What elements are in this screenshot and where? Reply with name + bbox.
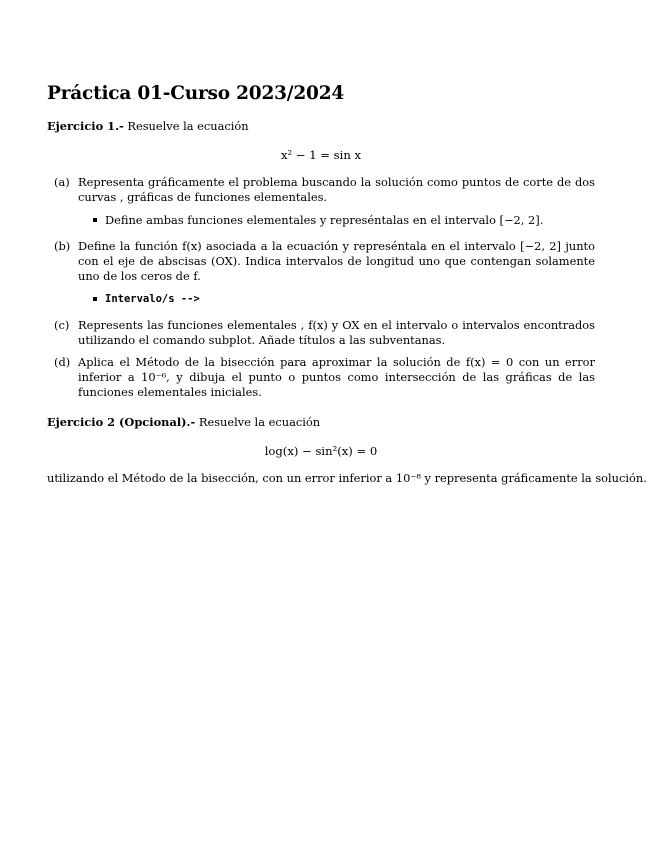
list-item-b [47,239,595,284]
bullet-icon [47,213,105,228]
exercise-1-items [47,175,595,400]
item-label: (c) [54,318,70,332]
item-text: Aplica el Método de la bisección para aproximar la solución de f(x) = 0 con un error inferior a 10⁻⁶, y dibuja el punto o puntos como intersección de las gráficas de las funciones elementales iniciales. [78,355,595,399]
exercise-2-closing: utilizando el Método de la bisección, con un error inferior a 10⁻⁸ y representa gráficamente la solución. [47,471,647,485]
page-title: Práctica 01-Curso 2023/2024 [47,83,345,104]
exercise-1-intro: Resuelve la ecuación [127,119,249,133]
list-item-a [47,175,595,205]
exercise-1-equation: x² − 1 = sin x [280,148,362,162]
exercise-1-heading: Ejercicio 1.- [47,119,124,133]
list-item-c [47,318,595,348]
list-item-d [47,355,595,400]
exercise-2-header [47,415,595,430]
bullet-text: Intervalo/s --> [105,293,200,305]
item-text: Define la función f(x) asociada a la ecuación y represéntala en el intervalo [−2, 2] junto con el eje de abscisas (OX). Indica intervalos de longitud uno que contengan solamente uno de los ceros de f. [78,239,595,283]
exercise-2-heading: Ejercicio 2 (Opcional).- [47,415,196,429]
exercise-2-equation: log(x) − sin²(x) = 0 [264,444,378,458]
item-label: (a) [54,175,70,189]
bullet-icon [47,292,105,307]
document-page [47,78,647,486]
item-label: (b) [54,239,71,253]
bullet-item [47,292,595,307]
item-label: (d) [54,355,71,369]
item-text: Representa gráficamente el problema buscando la solución como puntos de corte de dos curvas , gráficas de funciones elementales. [78,175,595,204]
bullet-text: Define ambas funciones elementales y represéntalas en el intervalo [−2, 2]. [105,213,544,227]
bullet-item [47,213,595,228]
item-text: Represents las funciones elementales , f(x) y OX en el intervalo o intervalos encontrados utilizando el comando subplot. Añade títulos a las subventanas. [78,318,595,347]
exercise-1-header [47,119,595,134]
exercise-2-intro: Resuelve la ecuación [198,415,321,429]
